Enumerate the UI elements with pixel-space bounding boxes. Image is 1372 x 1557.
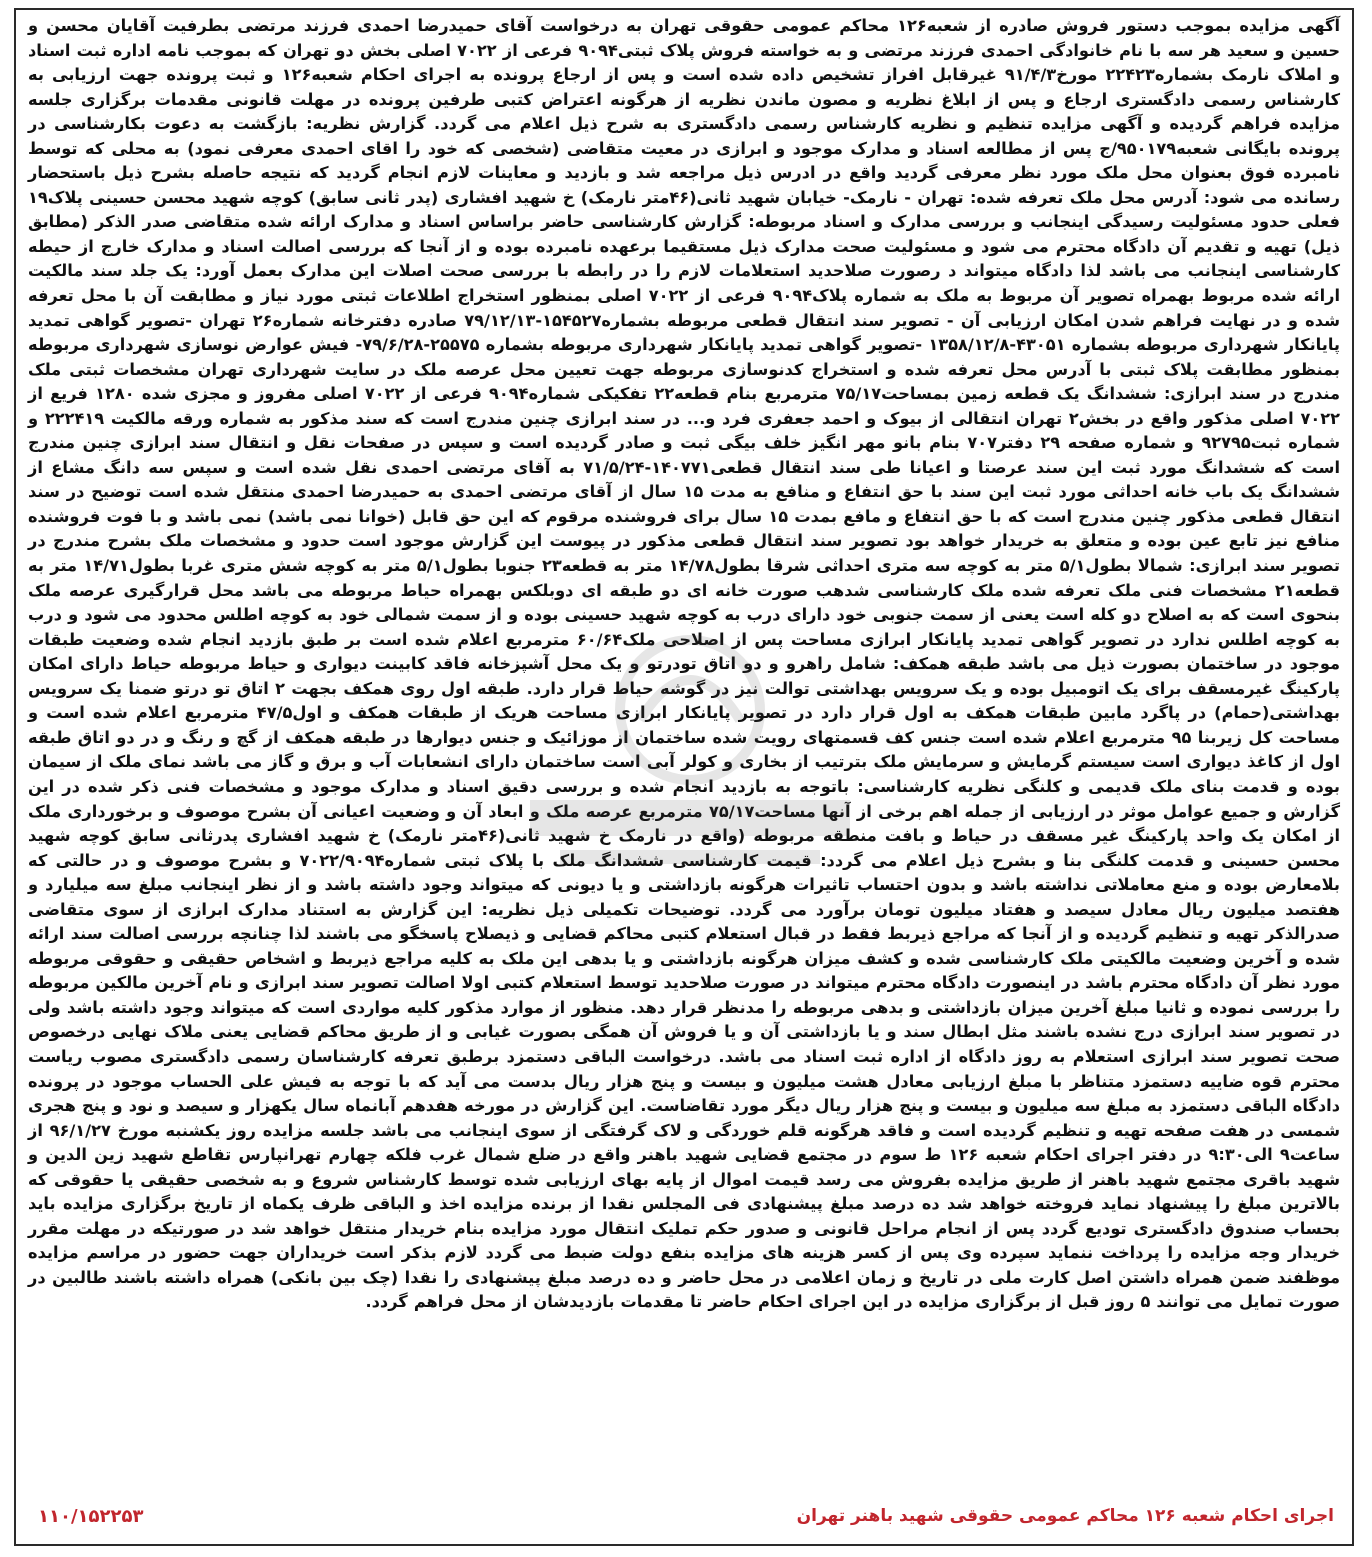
issuer-signature: اجرای احکام شعبه ۱۲۶ محاکم عمومی حقوقی شهید باهنر تهران — [796, 1506, 1334, 1526]
notice-footer — [28, 1502, 1340, 1530]
notice-body-text: آگهی مزایده بموجب دستور فروش صادره از شعبه۱۲۶ محاکم عمومی حقوقی تهران به درخواست آقای حمیدرضا احمدی فرزند مرتضی بطرفیت آقایان محسن و حسین و سعید هر سه با نام خانوادگی احمدی فرزند مرتضی و به خواسته فروش پلاک ثبتی۹۰۹۴ فرعی از ۷۰۲۲ اصلی بخش دو تهران که بموجب نامه اداره ثبت اسناد و املاک نارمک بشماره۲۲۴۲۳ مورخ۹۱/۴/۳ غیرقابل افراز تشخیص داده شده است و پس از ارجاع پرونده به اجرای احکام شعبه۱۲۶ و ثبت پرونده جهت ارزیابی به کارشناس رسمی دادگستری ارجاع و پس از ابلاغ نظریه و مصون ماندن نظریه از هرگونه اعتراض کتبی طرفین پرونده در مهلت قانونی مقدمات برگزاری جلسه مزایده فراهم گردیده و آگهی مزایده تنظیم و نظریه کارشناس رسمی دادگستری به شرح ذیل اعلام می گردد. گزارش نظریه: بازگشت به دعوت بکارشناسی در پرونده بایگانی شعبه۹۵۰۱۷۹/ج پس از مطالعه اسناد و مدارک موجود و ابرازی در معیت متقاضی (شخصی که خود را اقای احمدی معرفی نمود) به محلی که توسط نامبرده فوق بعنوان محل ملک مورد نظر معرفی گردید واقع در ادرس ذیل مراجعه شد و بازدید و معاینات لازم انجام گردید که نتیجه حاصله بشرح ذیل باستحضار رسانده می شود: آدرس محل ملک تعرفه شده: تهران - نارمک- خیابان شهید ثانی(۴۶متر نارمک) خ شهید افشاری (پدر ثانی سابق) کوچه شهید محسن حسینی پلاک۱۹ فعلی حدود مسئولیت رسیدگی اینجانب و بررسی مدارک و اسناد مربوطه: گزارش کارشناسی حاضر براساس اسناد و مدارک ارائه شده متقاضی صدر الذکر (مطابق ذیل) تهیه و تقدیم آن دادگاه محترم می شود و مسئولیت صحت مدارک ذیل مستقیما برعهده نامبرده بوده و از آنجا که بررسی اصالت اسناد و مدارک خارج از حیطه کارشناسی اینجانب می باشد لذا دادگاه میتواند د رصورت صلاحدید استعلامات لازم را در رابطه با بررسی صحت اصلات این مدارک بعمل آورد: یک جلد سند مالکیت ارائه شده مربوط بهمراه تصویر آن مربوط به ملک به شماره پلاک۹۰۹۴ فرعی از ۷۰۲۲ اصلی بمنظور استخراج اطلاعات ثبتی مورد نیاز و مطابقت آن با محل تعرفه شده و در نهایت فراهم شدن امکان ارزیابی آن - تصویر سند انتقال قطعی مربوطه بشماره۱۵۴۵۲۷-۷۹/۱۲/۱۳ صادره دفترخانه شماره۲۶ تهران -تصویر گواهی تمدید پایانکار شهرداری مربوطه بشماره ۴۳۰۵۱-۱۳۵۸/۱۲/۸ -تصویر گواهی تمدید پایانکار شهرداری مربوطه بشماره ۲۵۵۷۵-۷۹/۶/۲۸- فیش عوارض نوسازی شهرداری مربوطه بمنظور مطابقت پلاک ثبتی با آدرس محل تعرفه شده و استخراج کدنوسازی مربوطه جهت تعیین محل عرصه ملک در سایت شهرداری تهران مشخصات ثبتی ملک مندرج در سند ابرازی: ششدانگ یک قطعه زمین بمساحت۷۵/۱۷ مترمربع بنام قطعه۲۲ تفکیکی شماره۹۰۹۴ فرعی از ۷۰۲۲ اصلی مفروز و مجزی شده ۱۲۸۰ فریع از ۷۰۲۲ اصلی مذکور واقع در بخش۲ تهران انتقالی از بیوک و احمد جعفری فرد و... در سند ابرازی چنین مندرج است که سند مذکور به شماره ورقه مالکیت ۲۲۲۴۱۹ و شماره ثبت۹۲۷۹۵ و شماره صفحه ۲۹ دفتر۷۰۷ بنام بانو مهر انگیز خلف بیگی ثبت و صادر گردیده است و سپس در صفحات نقل و انتقال سند ابرازی چنین مندرج است که ششدانگ مورد ثبت این سند عرصتا و اعیانا طی سند انتقال قطعی۱۴۰۷۷۱-۷۱/۵/۲۴ به آقای مرتضی احمدی نقل شده است و سپس سه دانگ مشاع از ششدانگ یک باب خانه احداثی مورد ثبت این سند با حق انتفاع و منافع به مدت ۱۵ سال از آقای مرتضی احمدی به حمیدرضا احمدی منتقل شده است توضیح در سند انتقال قطعی مذکور چنین مندرج است که با حق انتفاع و مافع بمدت ۱۵ سال برای فروشنده مرقوم که این حق قابل (خوانا نمی باشد) نمی باشد و با فوت فروشنده منافع نیز تابع عین بوده و متعلق به خریدار خواهد بود تصویر سند انتقال قطعی مذکور در پیوست این گزارش موجود است حدود و مشخصات ملک بشرح مندرج در تصویر سند ابرازی: شمالا بطول۵/۱ متر به کوچه سه متری احداثی شرقا بطول۱۴/۷۸ متر به قطعه۲۳ جنوبا بطول۵/۱ متر به کوچه شش متری غربا بطول۱۴/۷۱ متر به قطعه۲۱ مشخصات فنی ملک تعرفه شده ملک کارشناسی شدهب صورت خانه ای دو طبقه ای دوبلکس بهمراه حیاط مربوطه می باشد محل قرارگیری عرصه ملک بنحوی است که به اصلاح دو کله است یعنی از سمت جنوبی خود دارای درب به کوچه شهید حسینی بوده و از سمت شمالی خود به کوچه اطلس محدود می شود و درب به کوچه اطلس ندارد در تصویر گواهی تمدید پایانکار ابرازی مساحت پس از اصلاحی ملک۶۰/۶۴ مترمربع اعلام شده است بر طبق بازدید انجام شده وضعیت طبقات موجود در ساختمان بصورت ذیل می باشد طبقه همکف: شامل راهرو و دو اتاق تودرتو و یک محل آشپزخانه فاقد کابینت دیواری و حیاط مربوطه حیاط دارای امکان پارکینگ غیرمسقف برای یک اتومبیل بوده و یک سرویس بهداشتی توالت نیز در گوشه حیاط قرار دارد. طبقه اول روی همکف بجهت ۲ اتاق تو درتو ضمنا یک سرویس بهداشتی(حمام) در پاگرد مابین طبقات همکف به اول قرار دارد در تصویر پایانکار ابرازی مساحت هریک از طبقات همکف و اول۴۷/۵ مترمربع اعلام شده است و مساحت کل زیربنا ۹۵ مترمربع اعلام شده است جنس کف قسمتهای رویت شده ساختمان از موزائیک و جنس دیوارها در طبقه همکف از گچ و رنگ و در دو اتاق طبقه اول از کاغذ دیواری است سیستم گرمایش و سرمایش ملک بترتیب از بخاری و کولر آبی است ساختمان دارای انشعابات آب و برق و گاز می باشد نمای ملک از سیمان بوده و قدمت بنای ملک قدیمی و کلنگی نظریه کارشناسی: باتوجه به بازدید انجام شده و بررسی دقیق اسناد و مدارک موجود و مشخصات فنی ذکر شده در این گزارش و جمیع عوامل موثر در ارزیابی از جمله اهم برخی از آنها مساحت۷۵/۱۷ مترمربع عرصه ملک و ابعاد آن و وضعیت اعیانی آن بشرح موصوف و برخورداری ملک از امکان یک واحد پارکینگ غیر مسقف در حیاط و بافت منطقه مربوطه (واقع در نارمک خ شهید ثانی(۴۶متر نارمک) خ شهید افشاری پدرثانی سابق کوچه شهید محسن حسینی و قدمت کلنگی بنا و بشرح ذیل اعلام می گردد: قیمت کارشناسی ششدانگ ملک با پلاک ثبتی شماره۷۰۲۲/۹۰۹۴ و بشرح موصوف و در حالتی که بلامعارض بوده و منع معاملاتی نداشته باشد و بدون احتساب تاثیرات هرگونه بازداشتی و یا دیونی که میتواند وجود داشته باشد و از نظر اینجانب مبلغ سه میلیارد و هفتصد میلیون ریال معادل سیصد و هفتاد میلیون تومان برآورد می گردد. توضیحات تکمیلی ذیل نظریه: این گزارش به استناد مدارک ابرازی از سوی متقاضی صدرالذکر تهیه و تنظیم گردیده و از آنجا که مراجع ذیربط فقط در قبال استعلام کتبی محاکم قضایی و ذیصلاح پاسخگو می باشند لذا چنانچه بررسی اصالت سند ارائه شده و آخرین وضعیت مالکیتی ملک کارشناسی شده و کشف میزان هرگونه بازداشتی و یا بدهی این ملک به کلیه مراجع ذیربط و اشخاص حقیقی و حقوقی مربوطه مورد نظر آن دادگاه محترم باشد در اینصورت دادگاه محترم میتواند در صورت صلاحدید توسط استعلام کتبی اولا اصالت تصویر سند ابرازی و نام آخرین مالکین مربوطه را بررسی نموده و ثانیا مبلغ آخرین میزان بازداشتی و بدهی مربوطه را مدنظر قرار دهد. منظور از موارد مذکور کلیه مواردی است که میتواند وجود داشته باشد ولی در تصویر سند ابرازی درج نشده باشند مثل ابطال سند و یا بازداشتی آن و یا فروش آن همگی بصورت غیابی و از طریق محاکم قضایی یعنی ملاک نهایی درخصوص صحت تصویر سند ابرازی استعلام به روز دادگاه از اداره ثبت اسناد می باشد. درخواست الباقی دستمزد برطبق تعرفه کارشناسان رسمی دادگستری مصوب ریاست محترم قوه ضاییه دستمزد متناظر با مبلغ ارزیابی معادل هشت میلیون و بیست و پنج هزار ریال بدست می آید که با توجه به فیش علی الحساب موجود در پرونده دادگاه الباقی دستمزد به مبلغ سه میلیون و بیست و پنج هزار ریال دیگر مورد تقاضاست. این گزارش در مورخه هفدهم آبانماه سال یکهزار و سیصد و نود و پنج هجری شمسی در هفت صفحه تهیه و تنظیم گردیده است و فاقد هرگونه قلم خوردگی و لاک گرفتگی از سوی اینجانب می باشد جلسه مزایده روز یکشنبه مورخ ۹۶/۱/۲۷ از ساعت۹ الی۹:۳۰ در دفتر اجرای احکام شعبه ۱۲۶ ط سوم در مجتمع قضایی شهید باهنر واقع در ضلع شمال غرب فلکه چهارم تهرانپارس تقاطع شهید زین الدین و شهید باقری مجتمع شهید باهنر از طریق مزایده بفروش می رسد قیمت اموال از پایه بهای ارزیابی شده توسط کارشناس شروع و به شخصی حقیقی یا حقوقی که بالاترین مبلغ را پیشنهاد نماید فروخته خواهد شد ده درصد مبلغ پیشنهادی فی المجلس نقدا از برنده مزایده اخذ و الباقی ظرف یکماه از تاریخ برگزاری مزایده باید بحساب صندوق دادگستری تودیع گردد پس از انجام مراحل قانونی و صدور حکم تملیک انتقال مورد مزایده بنام خریدار منتقل خواهد شد در صورتیکه در مهلت مقرر خریدار وجه مزایده را پرداخت ننماید سپرده وی پس از کسر هزینه های مزایده بنفع دولت ضبط می گردد لازم بذکر است خریداران جهت حضور در مراسم مزایده موظفند ضمن همراه داشتن اصل کارت ملی در تاریخ و زمان اعلامی در محل حاضر و ده درصد مبلغ پیشنهادی را نقدا (چک بین بانکی) همراه داشته باشند طالبین در صورت تمایل می توانند ۵ روز قبل از برگزاری مزایده در این اجرای احکام حاضر تا مقدمات بازدیدشان از محل فراهم گردد. — [28, 16, 1341, 1312]
reference-number: ۱۱۰/۱۵۲۲۵۳ — [38, 1505, 144, 1527]
auction-notice — [14, 8, 1354, 1546]
